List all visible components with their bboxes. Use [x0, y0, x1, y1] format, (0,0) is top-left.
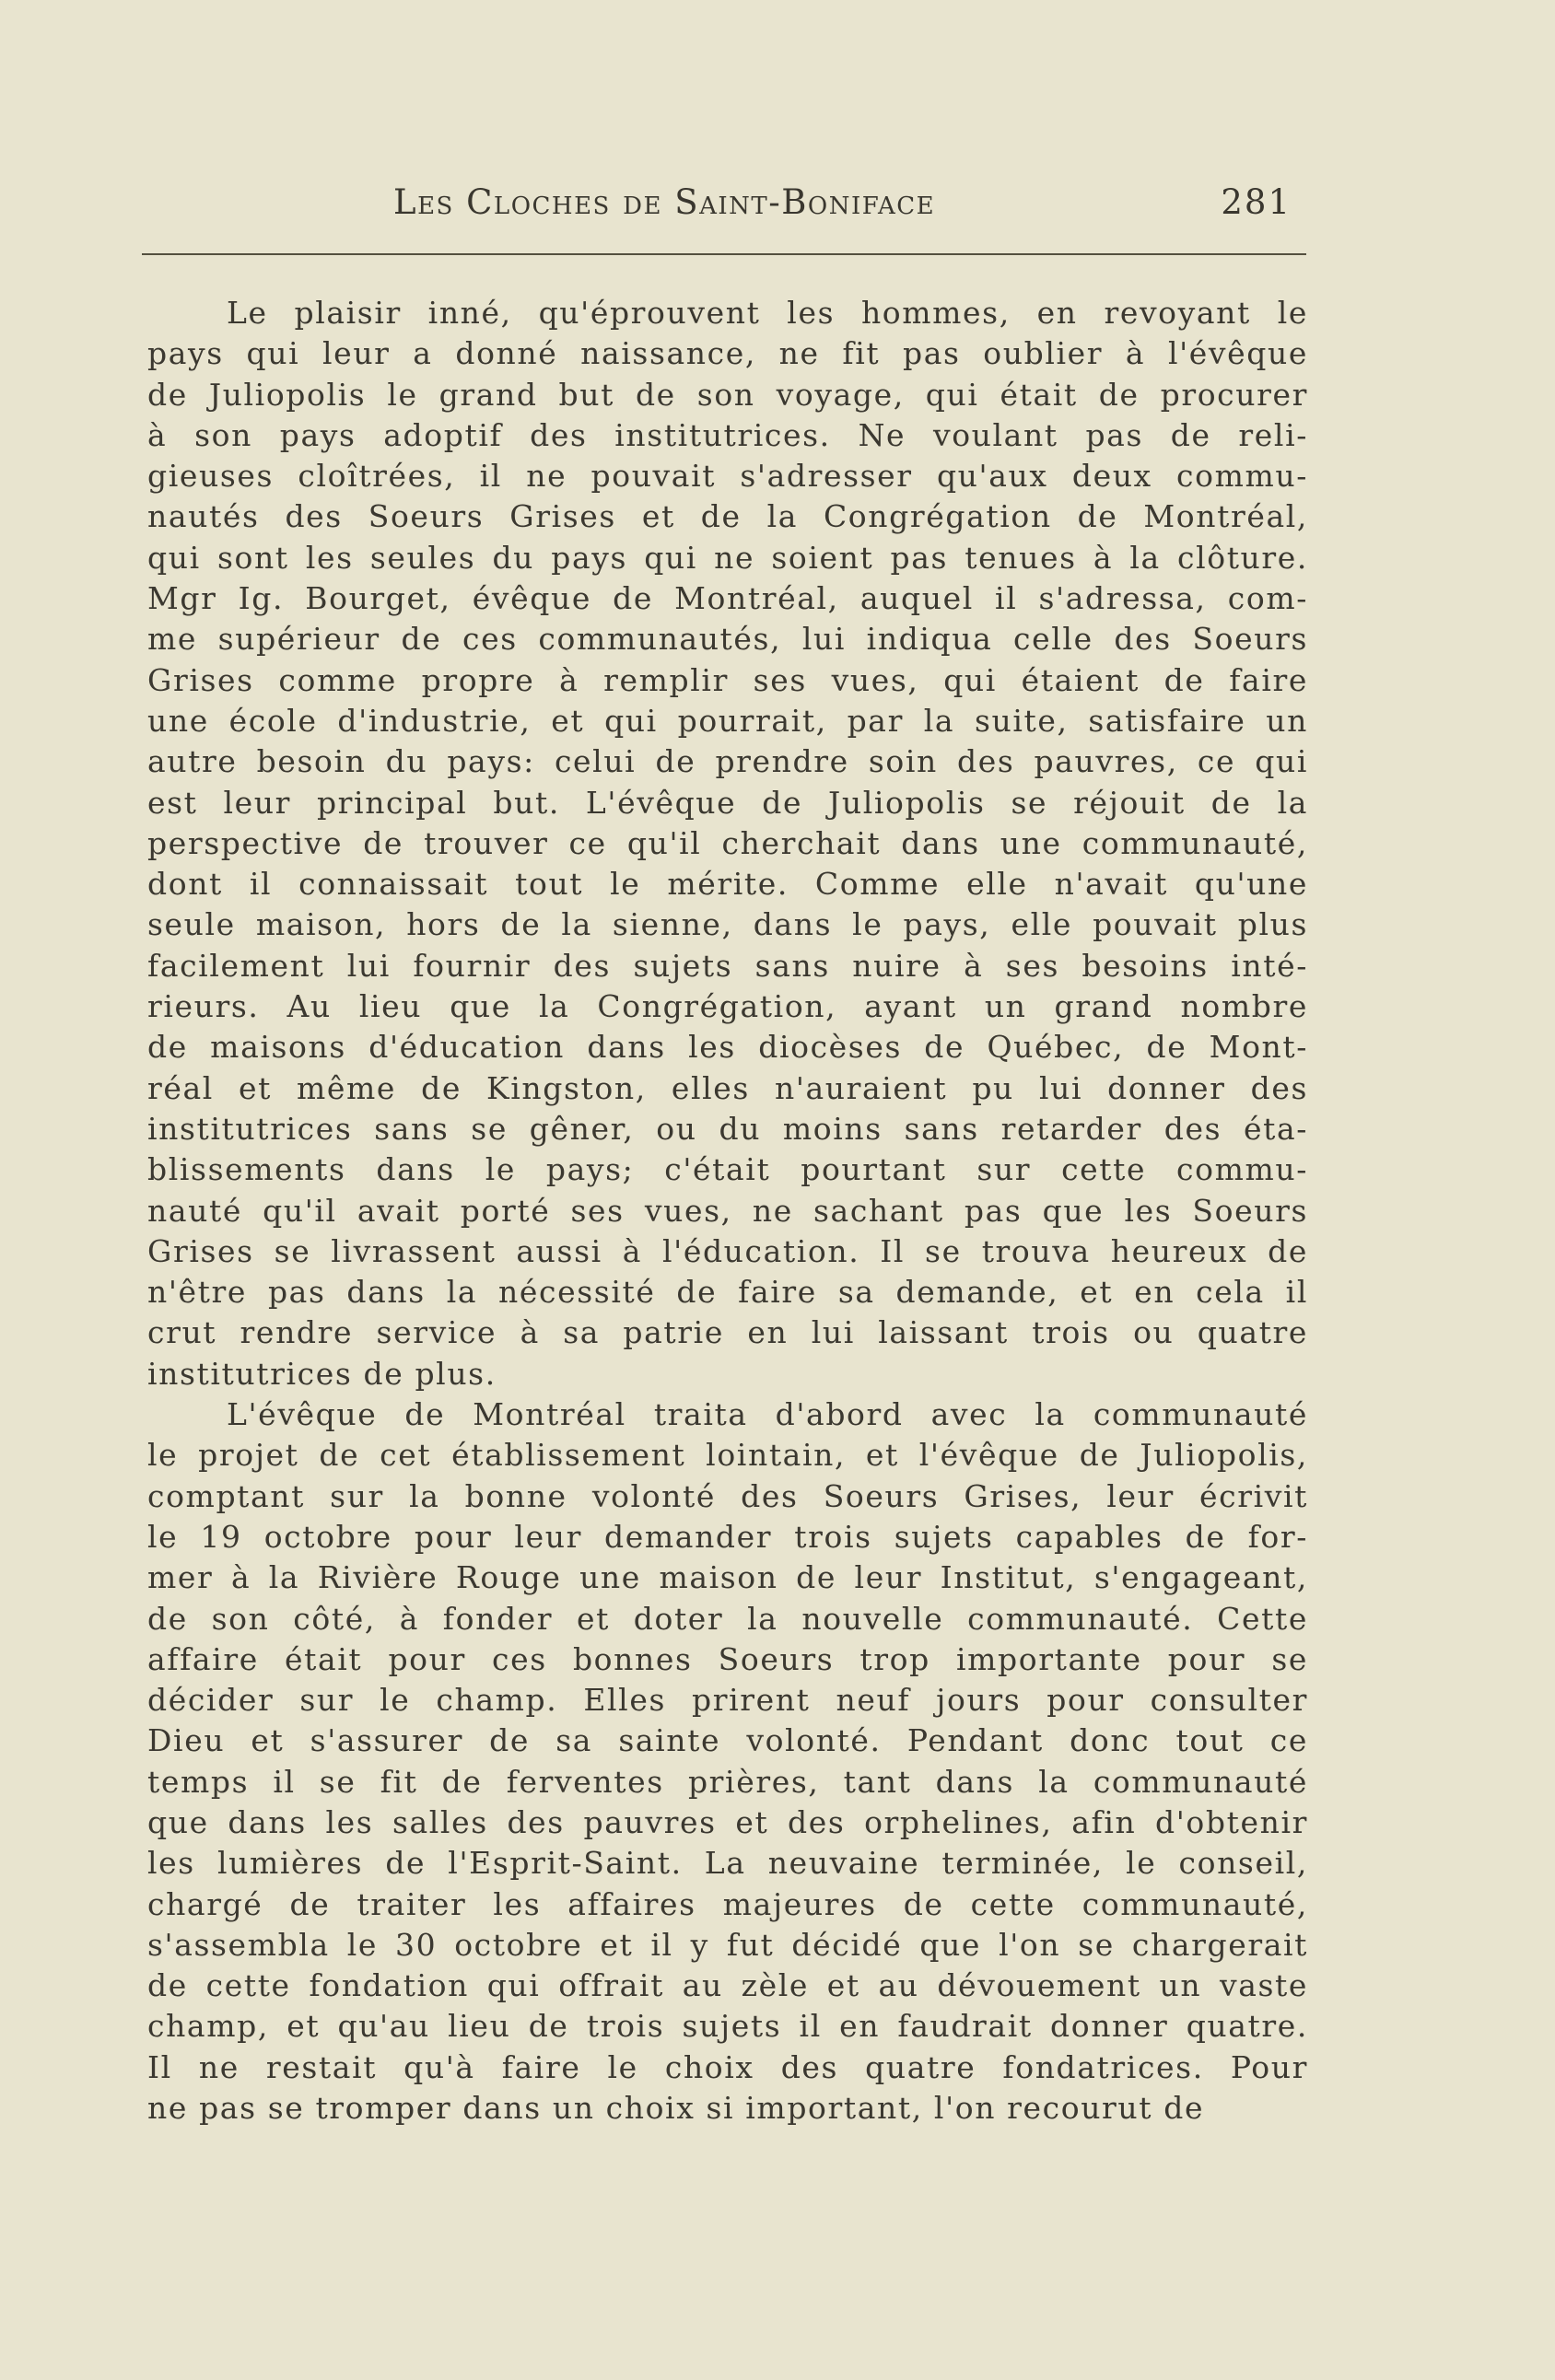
paragraph-2 [147, 1394, 1308, 2129]
text-line: seule maison, hors de la sienne, dans le pays, elle pouvait plus [147, 906, 1308, 943]
text-line: Il ne restait qu'à faire le choix des quatre fondatrices. Pour [147, 2048, 1308, 2085]
text-line: décider sur le champ. Elles prirent neuf jours pour consulter [147, 1682, 1308, 1719]
text-line: Dieu et s'assurer de sa sainte volonté. Pendant donc tout ce [147, 1722, 1308, 1759]
text-line: institutrices de plus. [147, 1355, 497, 1392]
text-line: est leur principal but. L'évêque de Juliopolis se réjouit de la [147, 784, 1308, 821]
page-number: 281 [1221, 182, 1292, 222]
text-line: Grises se livrassent aussi à l'éducation. Il se trouva heureux de [147, 1232, 1308, 1269]
text-line: s'assembla le 30 octobre et il y fut décidé que l'on se chargerait [147, 1926, 1308, 1963]
text-line: de Juliopolis le grand but de son voyage, qui était de procurer [147, 376, 1308, 413]
text-line: champ, et qu'au lieu de trois sujets il en faudrait donner quatre. [147, 2008, 1308, 2045]
text-line: comptant sur la bonne volonté des Soeurs Grises, leur écrivit [147, 1477, 1308, 1514]
text-line: Le plaisir inné, qu'éprouvent les hommes, en revoyant le [227, 295, 1308, 331]
header-rule [142, 253, 1306, 255]
text-line: qui sont les seules du pays qui ne soient pas tenues à la clôture. [147, 539, 1308, 576]
text-line: réal et même de Kingston, elles n'auraient pu lui donner des [147, 1069, 1308, 1106]
text-line: n'être pas dans la nécessité de faire sa demande, et en cela il [147, 1274, 1308, 1311]
text-line: temps il se fit de ferventes prières, tant dans la communauté [147, 1763, 1308, 1800]
text-line: L'évêque de Montréal traita d'abord avec la communauté [227, 1396, 1308, 1433]
text-line: ne pas se tromper dans un choix si important, l'on recourut de [147, 2090, 1205, 2127]
text-line: chargé de traiter les affaires majeures de cette communauté, [147, 1885, 1308, 1922]
text-line: pays qui leur a donné naissance, ne fit pas oublier à l'évêque [147, 335, 1308, 372]
body-text [147, 293, 1308, 2129]
text-line: nauté qu'il avait porté ses vues, ne sachant pas que les Soeurs [147, 1192, 1308, 1229]
page-header [147, 182, 1310, 238]
text-line: de maisons d'éducation dans les diocèses de Québec, de Mont- [147, 1029, 1308, 1066]
text-line: crut rendre service à sa patrie en lui laissant trois ou quatre [147, 1314, 1308, 1351]
text-line: dont il connaissait tout le mérite. Comme elle n'avait qu'une [147, 866, 1308, 903]
text-line: les lumières de l'Esprit-Saint. La neuvaine terminée, le conseil, [147, 1845, 1308, 1882]
text-line: le projet de cet établissement lointain, et l'évêque de Juliopolis, [147, 1437, 1308, 1474]
text-line: nautés des Soeurs Grises et de la Congrégation de Montréal, [147, 498, 1308, 535]
text-line: autre besoin du pays: celui de prendre soin des pauvres, ce qui [147, 743, 1308, 780]
text-line: de son côté, à fonder et doter la nouvelle communauté. Cette [147, 1600, 1308, 1637]
text-line: mer à la Rivière Rouge une maison de leur Institut, s'engageant, [147, 1559, 1308, 1596]
text-line: affaire était pour ces bonnes Soeurs trop importante pour se [147, 1640, 1308, 1677]
text-line: que dans les salles des pauvres et des orphelines, afin d'obtenir [147, 1803, 1308, 1840]
text-line: à son pays adoptif des institutrices. Ne voulant pas de reli- [147, 416, 1308, 453]
text-line: Mgr Ig. Bourget, évêque de Montréal, auquel il s'adressa, com- [147, 580, 1308, 617]
text-line: le 19 octobre pour leur demander trois sujets capables de for- [147, 1518, 1308, 1555]
text-line: blissements dans le pays; c'était pourtant sur cette commu- [147, 1151, 1308, 1188]
text-line: une école d'industrie, et qui pourrait, par la suite, satisfaire un [147, 702, 1308, 739]
text-line: de cette fondation qui offrait au zèle et au dévouement un vaste [147, 1967, 1308, 2004]
text-line: rieurs. Au lieu que la Congrégation, ayant un grand nombre [147, 988, 1308, 1025]
running-head: Les Cloches de Saint-Boniface [393, 182, 936, 222]
text-line: perspective de trouver ce qu'il cherchait dans une communauté, [147, 824, 1308, 861]
text-line: me supérieur de ces communautés, lui indiqua celle des Soeurs [147, 621, 1308, 658]
text-line: institutrices sans se gêner, ou du moins sans retarder des éta- [147, 1110, 1308, 1147]
text-line: Grises comme propre à remplir ses vues, qui étaient de faire [147, 661, 1308, 698]
text-line: facilement lui fournir des sujets sans nuire à ses besoins inté- [147, 947, 1308, 984]
text-line: gieuses cloîtrées, il ne pouvait s'adresser qu'aux deux commu- [147, 458, 1308, 495]
paragraph-1 [147, 293, 1308, 1394]
